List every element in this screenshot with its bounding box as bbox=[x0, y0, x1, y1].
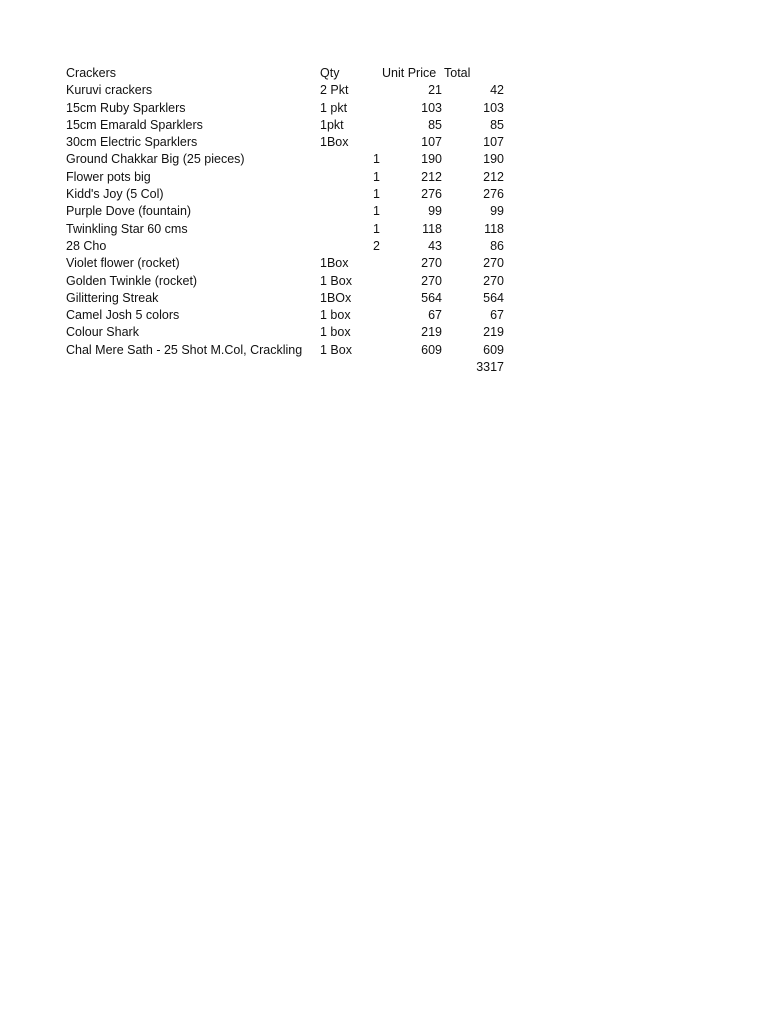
item-name: 30cm Electric Sparklers bbox=[66, 135, 198, 150]
item-unit-price: 118 bbox=[422, 221, 442, 236]
table-row bbox=[66, 151, 511, 168]
item-unit-price: 99 bbox=[428, 204, 442, 219]
header-unit-price: Unit Price bbox=[382, 66, 437, 80]
item-total: 118 bbox=[484, 221, 504, 236]
item-qty: 2 bbox=[373, 238, 380, 253]
table-row bbox=[66, 117, 511, 134]
item-name: Camel Josh 5 colors bbox=[66, 308, 180, 323]
item-name: Violet flower (rocket) bbox=[66, 256, 180, 271]
item-name: Flower pots big bbox=[66, 169, 151, 184]
table-row bbox=[66, 203, 511, 220]
item-total: 67 bbox=[490, 308, 504, 323]
table-row bbox=[66, 100, 511, 117]
table-row bbox=[66, 134, 511, 151]
item-name: Golden Twinkle (rocket) bbox=[66, 273, 198, 288]
item-qty: 1 Box bbox=[320, 342, 352, 357]
header-item: Crackers bbox=[66, 66, 117, 80]
item-total: 103 bbox=[483, 100, 504, 115]
table-row bbox=[66, 238, 511, 255]
item-unit-price: 212 bbox=[421, 169, 442, 184]
item-name: 15cm Emarald Sparklers bbox=[66, 117, 203, 132]
item-name: Chal Mere Sath - 25 Shot M.Col, Crackling bbox=[66, 342, 303, 357]
item-qty: 1pkt bbox=[320, 117, 344, 132]
item-qty: 1 bbox=[373, 169, 380, 184]
item-unit-price: 21 bbox=[428, 83, 442, 98]
header-row bbox=[66, 65, 511, 82]
table-row bbox=[66, 307, 511, 324]
item-qty: 1 box bbox=[320, 325, 351, 340]
item-total: 107 bbox=[483, 135, 504, 150]
table-row bbox=[66, 342, 511, 359]
item-name: Colour Shark bbox=[66, 325, 139, 340]
item-name: 15cm Ruby Sparklers bbox=[66, 100, 186, 115]
item-unit-price: 43 bbox=[428, 238, 442, 253]
header-total: Total bbox=[444, 66, 471, 80]
item-total: 42 bbox=[490, 83, 504, 98]
item-name: 28 Cho bbox=[66, 238, 107, 253]
item-qty: 1 Box bbox=[320, 273, 352, 288]
table-row bbox=[66, 82, 511, 99]
item-unit-price: 564 bbox=[421, 290, 442, 305]
table-row bbox=[66, 290, 511, 307]
grand-total-row bbox=[66, 359, 511, 376]
item-unit-price: 190 bbox=[421, 152, 442, 167]
table-row bbox=[66, 255, 511, 272]
item-name: Kuruvi crackers bbox=[66, 83, 153, 98]
table-row bbox=[66, 324, 511, 341]
item-qty: 1 pkt bbox=[320, 100, 348, 115]
grand-total: 3317 bbox=[476, 360, 504, 375]
item-name: Ground Chakkar Big (25 pieces) bbox=[66, 152, 245, 167]
item-unit-price: 67 bbox=[428, 308, 442, 323]
item-name: Purple Dove (fountain) bbox=[66, 204, 192, 219]
item-unit-price: 270 bbox=[421, 273, 442, 288]
item-total: 564 bbox=[483, 290, 504, 305]
item-unit-price: 103 bbox=[421, 100, 442, 115]
item-name: Twinkling Star 60 cms bbox=[66, 221, 188, 236]
item-total: 270 bbox=[483, 273, 504, 288]
header-qty: Qty bbox=[320, 66, 340, 80]
item-unit-price: 270 bbox=[421, 256, 442, 271]
item-qty: 1 bbox=[373, 221, 380, 236]
item-qty: 1BOx bbox=[320, 290, 352, 305]
item-qty: 2 Pkt bbox=[320, 83, 349, 98]
item-qty: 1Box bbox=[320, 256, 349, 271]
item-total: 609 bbox=[483, 342, 504, 357]
item-total: 212 bbox=[483, 169, 504, 184]
item-qty: 1 bbox=[373, 187, 380, 202]
item-total: 270 bbox=[483, 256, 504, 271]
item-total: 219 bbox=[483, 325, 504, 340]
item-total: 85 bbox=[490, 117, 504, 132]
item-total: 190 bbox=[483, 152, 504, 167]
item-qty: 1 bbox=[373, 204, 380, 219]
item-unit-price: 219 bbox=[421, 325, 442, 340]
item-qty: 1 bbox=[373, 152, 380, 167]
item-total: 276 bbox=[483, 187, 504, 202]
table-row bbox=[66, 169, 511, 186]
item-name: Gilittering Streak bbox=[66, 290, 159, 305]
item-name: Kidd's Joy (5 Col) bbox=[66, 187, 164, 202]
table-row bbox=[66, 221, 511, 238]
table-row bbox=[66, 273, 511, 290]
item-qty: 1 box bbox=[320, 308, 351, 323]
crackers-price-sheet bbox=[66, 65, 511, 376]
item-total: 86 bbox=[490, 238, 504, 253]
item-unit-price: 85 bbox=[428, 117, 442, 132]
table-row bbox=[66, 186, 511, 203]
item-unit-price: 609 bbox=[421, 342, 442, 357]
item-unit-price: 107 bbox=[421, 135, 442, 150]
item-qty: 1Box bbox=[320, 135, 349, 150]
item-unit-price: 276 bbox=[421, 187, 442, 202]
item-total: 99 bbox=[490, 204, 504, 219]
